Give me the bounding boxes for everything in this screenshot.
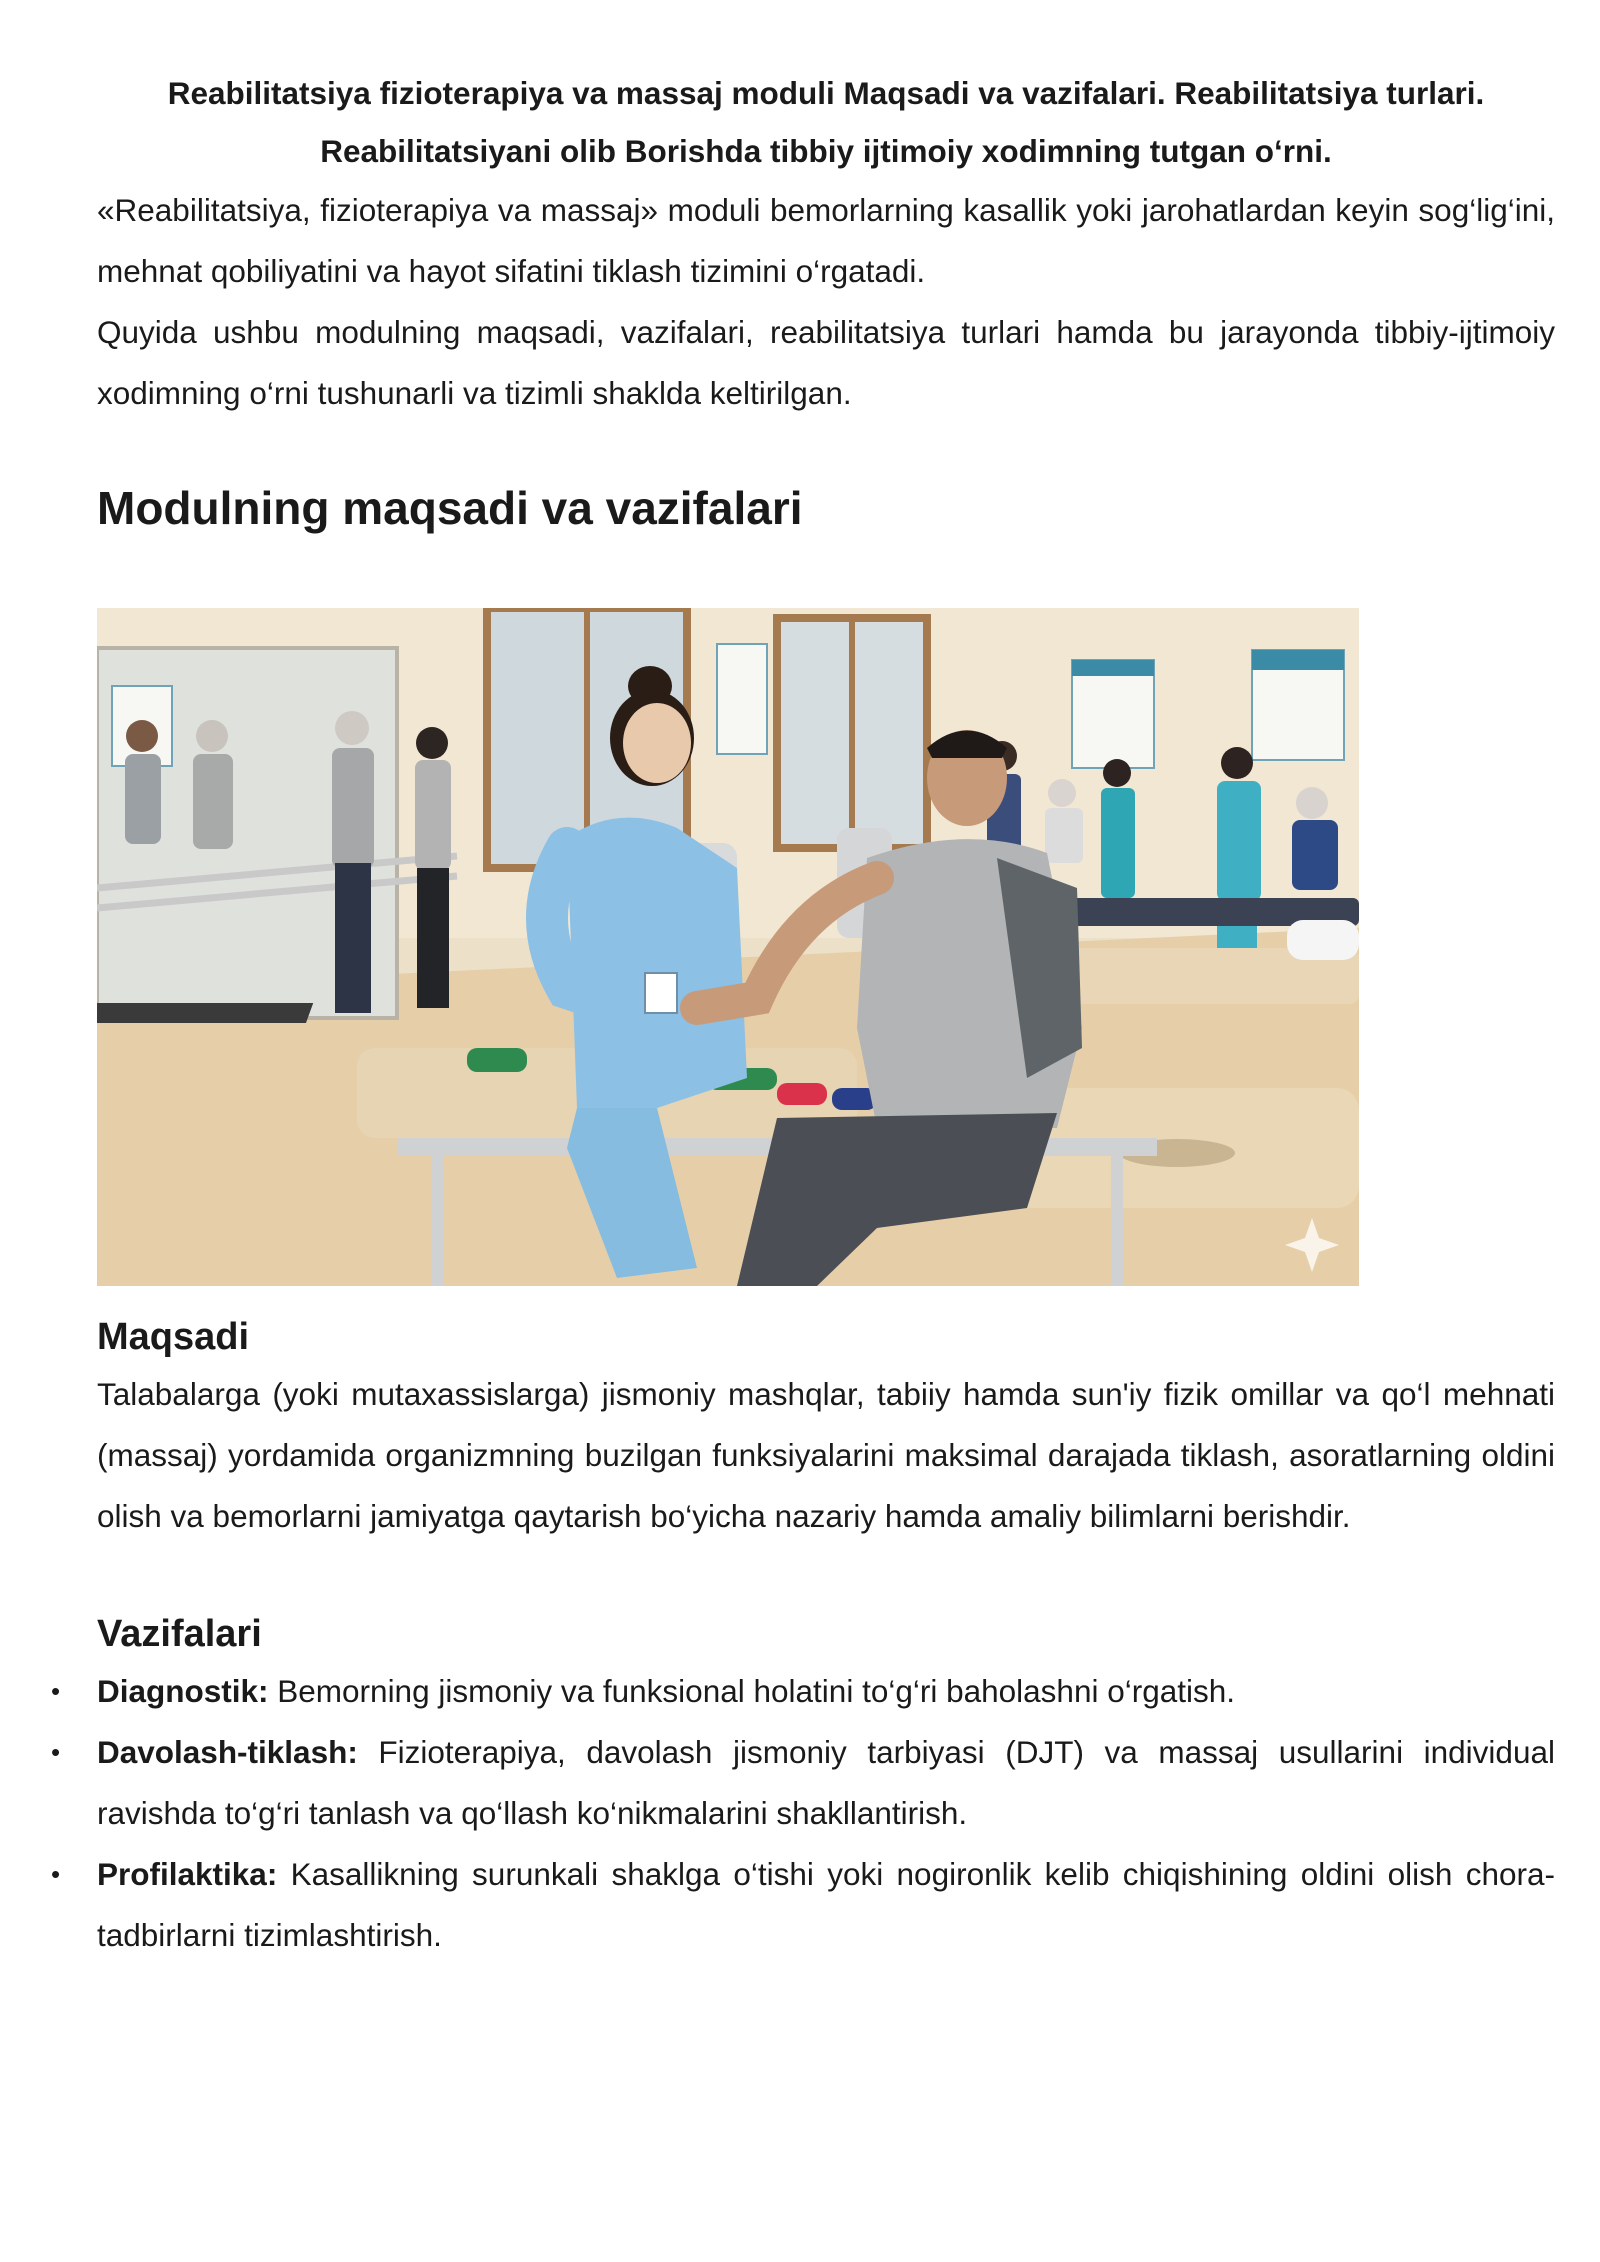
task-label: Davolash-tiklash: <box>97 1734 358 1770</box>
list-item <box>51 1661 1555 1722</box>
intro-paragraph-2: Quyida ushbu modulning maqsadi, vazifalari, reabilitatsiya turlari hamda bu jarayonda tibbiy-ijtimoiy xodimning o‘rni tushunarli va tizimli shaklda keltirilgan. <box>97 314 1555 411</box>
list-item <box>51 1722 1555 1844</box>
task-text: Kasallikning surunkali shaklga o‘tishi yoki nogironlik kelib chiqishining oldini olish chora-tadbirlarni tizimlashtirish. <box>97 1856 1555 1953</box>
rehabilitation-room-photo <box>97 608 1359 1286</box>
task-text: Bemorning jismoniy va funksional holatini to‘g‘ri baholashni o‘rgatish. <box>268 1673 1236 1709</box>
list-item <box>51 1844 1555 1966</box>
task-text: Fizioterapiya, davolash jismoniy tarbiyasi (DJT) va massaj usullarini individual ravishda to‘g‘ri tanlash va qo‘llash ko‘nikmalarini shakllantirish. <box>97 1734 1555 1831</box>
section-heading: Modulning maqsadi va vazifalari <box>97 482 803 534</box>
intro-paragraph-1: «Reabilitatsiya, fizioterapiya va massaj» moduli bemorlarning kasallik yoki jarohatlardan keyin sog‘lig‘ini, mehnat qobiliyatini va hayot sifatini tiklash tizimini o‘rgatadi. <box>97 192 1555 289</box>
bullet-icon: • <box>51 1859 61 1889</box>
task-label: Diagnostik: <box>97 1673 269 1709</box>
bullet-icon: • <box>51 1737 61 1767</box>
document-page <box>51 64 1555 1966</box>
goal-heading: Maqsadi <box>97 1316 250 1358</box>
goal-text: Talabalarga (yoki mutaxassislarga) jismoniy mashqlar, tabiiy hamda sun'iy fizik omillar va qo‘l mehnati (massaj) yordamida organizmning buzilgan funksiyalarini maksimal darajada tiklash, asoratlarning oldini olish va bemorlarni jamiyatga qaytarish bo‘yicha nazariy hamda amaliy bilimlarni berishdir. <box>97 1376 1555 1534</box>
task-label: Profilaktika: <box>97 1856 278 1892</box>
bullet-icon: • <box>51 1676 61 1706</box>
tasks-list <box>51 1661 1555 1966</box>
document-title: Reabilitatsiya fizioterapiya va massaj moduli Maqsadi va vazifalari. Reabilitatsiya turlari. Reabilitatsiyani olib Borishda tibbiy ijtimoiy xodimning tutgan o‘rni. <box>167 75 1485 169</box>
tasks-heading: Vazifalari <box>97 1613 262 1655</box>
